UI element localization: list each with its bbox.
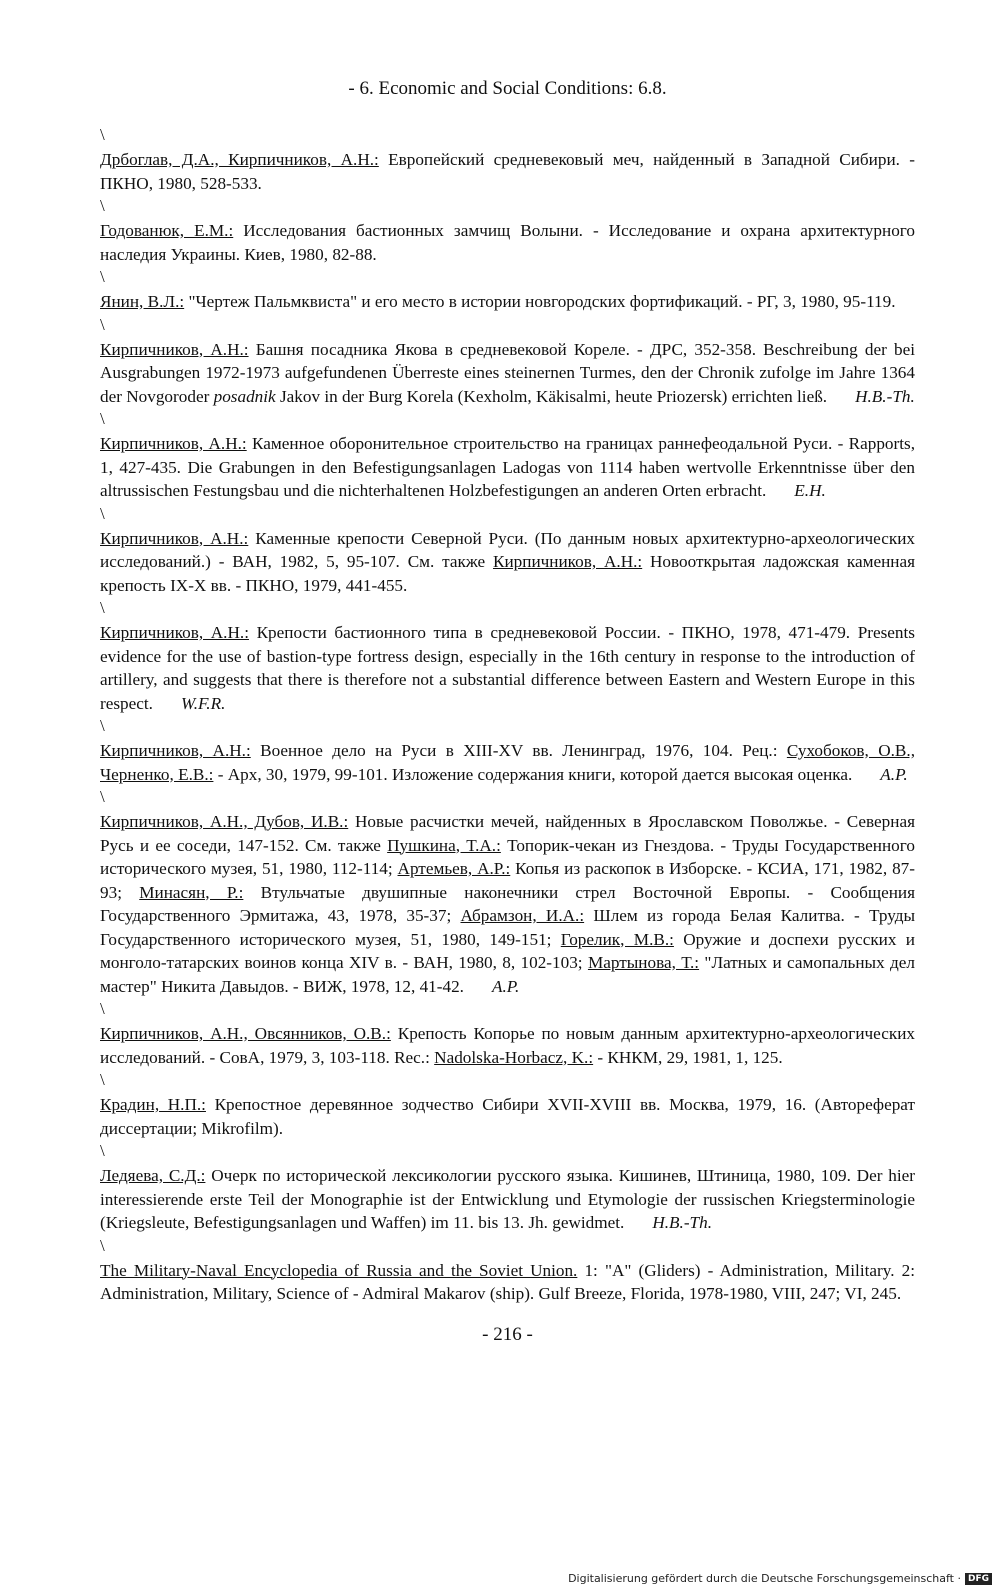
entry-author: Nadolska-Horbacz, K.: xyxy=(434,1047,594,1067)
reviewer-initials: H.B.-Th. xyxy=(855,386,915,406)
bibliography-entry xyxy=(100,1093,915,1140)
entry-author: Крадин, Н.П.: xyxy=(100,1095,206,1114)
reviewer-initials: A.P. xyxy=(880,764,908,784)
entry-text: Втульчатые двушипные наконечники стрел Восточной Европы. - Сообщения Государственного Эрмитажа, 43, 1978, 35-37; xyxy=(100,882,916,925)
entry-text: Военное дело на Руси в XIII-XV вв. Ленинград, 1976, 104. Рец.: xyxy=(250,741,787,760)
bibliography-entry xyxy=(100,338,915,409)
running-header: - 6. Economic and Social Conditions: 6.8. xyxy=(348,78,667,99)
entry-text: Крепостное деревянное зодчество Сибири XVII-XVIII вв. Москва, 1979, 16. (Автореферат диссертации; Mikrofilm). xyxy=(100,1095,915,1138)
entry-text: Новооткрытая ладожская каменная крепость IX-X вв. - ПКНО, 1979, 441-455. xyxy=(100,552,916,595)
entry-separator: \ xyxy=(100,1141,105,1160)
entry-author: Кирпичников, А.Н.: xyxy=(492,552,643,571)
entry-text: Оружие и доспехи русских и монголо-татарских воинов конца XIV в. - ВАН, 1980, 8, 102-103; xyxy=(100,929,915,972)
footer-text: Digitalisierung gefördert durch die Deutsche Forschungsgemeinschaft · xyxy=(568,1572,961,1585)
page-content xyxy=(100,78,915,1346)
entry-text: "Чертеж Пальмквиста" и его место в истории новгородских фортификаций. - РГ, 3, 1980, 95-119. xyxy=(184,292,896,311)
entry-separator: \ xyxy=(100,409,105,428)
entry-text: Очерк по исторической лексикологии русского языка. Кишинев, Штиница, 1980, 109. Der hier interessierende erste Teil der Monographie ist der Entwicklung und Etymologie der russischen Kriegsterminologie (Kriegsleute, Befestigungsanlagen und Waffen) im 11. bis 13. Jh. gewidmet. xyxy=(100,1166,915,1232)
entry-text: Крепость Копорье по новым данным архитектурно-археологических исследований. - СовА, 1979, 3, 103-118. Rec.: xyxy=(100,1024,915,1067)
entry-separator: \ xyxy=(100,1070,105,1089)
entry-text: Европейский средневековый меч, найденный в Западной Сибири. - ПКНО, 1980, 528-533. xyxy=(100,150,915,193)
bibliography-entry xyxy=(100,621,915,715)
entry-author: Кирпичников, А.Н.: xyxy=(100,434,247,453)
bibliography-entry xyxy=(100,148,915,195)
entry-text: Каменное оборонительное строительство на границах раннефеодальной Руси. - Rapports, 1, 427-435. Die Grabungen in den Befestigungsanlagen Ladogas von 1114 haben wertvolle Erkenntnisse über den altrussischen Festungsbau und die nichterhaltenen Holzbefestigungen an anderen Orten erbracht. xyxy=(100,434,915,500)
entry-author: Кирпичников, А.Н., Овсянников, О.В.: xyxy=(100,1024,391,1043)
entry-author: Кирпичников, А.Н.: xyxy=(100,528,249,548)
entry-author: Мартынова, Т.: xyxy=(587,953,700,972)
bibliography-entry xyxy=(100,810,915,998)
entry-separator: \ xyxy=(100,196,105,215)
entry-text: Новые расчистки мечей, найденных в Ярославском Поволжье. - Северная Русь и ее соседи, 147-152. См. также xyxy=(100,812,915,855)
entry-author: Кирпичников, А.Н.: xyxy=(100,741,251,760)
entry-author: Абрамзон, И.А.: xyxy=(460,906,585,925)
entry-text: Шлем из города Белая Калитва. - Труды Государственного исторического музея, 51, 1980, 149-151; xyxy=(100,906,916,949)
entry-text: Башня посадника Якова в средневековой Кореле. - ДРС, 352-358. Beschreibung der bei Ausgrabungen 1972-1973 aufgefundenen Überreste eines steinernen Turmes, den der Chronik zufolge im Jahre 1364 der Novgoroder xyxy=(100,339,915,406)
reviewer-initials: E.H. xyxy=(794,481,826,500)
bibliography-entry xyxy=(100,1164,915,1235)
entry-italic-term: posadnik xyxy=(213,386,276,406)
entry-separator: \ xyxy=(100,787,105,806)
reviewer-initials: W.F.R. xyxy=(180,693,226,713)
entry-separator: \ xyxy=(100,598,105,617)
entry-author: Дрбоглав, Д.А., Кирпичников, А.Н.: xyxy=(100,150,379,169)
entry-text: Исследования бастионных замчищ Волыни. - Исследование и охрана архитектурного наследия Украины. Киев, 1980, 82-88. xyxy=(100,221,916,264)
entry-text: Каменные крепости Северной Руси. (По данным новых архитектурно-археологических исследований.) - ВАН, 1982, 5, 95-107. См. также xyxy=(100,528,916,571)
entry-separator: \ xyxy=(100,1235,105,1255)
bibliography-list xyxy=(100,124,915,1306)
entry-text: Крепости бастионного типа в средневековой России. - ПКНО, 1978, 471-479. Presents evidence for the use of bastion-type fortress design, especially in the 16th century in response to the introduction of artillery, and suggests that there is therefore not a substantial difference between Eastern and Western Europe in this respect. xyxy=(100,623,915,713)
entry-text: Топорик-чекан из Гнездова. - Труды Государственного исторического музея, 51, 1980, 112-114; xyxy=(100,835,915,878)
bibliography-entry xyxy=(100,1022,915,1069)
bibliography-entry xyxy=(100,432,915,503)
entry-text: - КНКМ, 29, 1981, 1, 125. xyxy=(593,1047,783,1067)
entry-separator: \ xyxy=(100,999,105,1018)
entry-author: Кирпичников, А.Н.: xyxy=(100,339,249,359)
entry-text: 1: "A" (Gliders) - Administration, Military. 2: Administration, Military, Science of - Admiral Makarov (ship). Gulf Breeze, Florida, 1978-1980, VIII, 247; VI, 245. xyxy=(100,1260,915,1303)
entry-text: Jakov in der Burg Korela (Kexholm, Käkisalmi, heute Priozersk) errichten ließ. xyxy=(275,386,828,406)
entry-separator: \ xyxy=(100,125,105,144)
entry-author: Сухобоков, О.В., Черненко, Е.В.: xyxy=(100,741,915,784)
entry-separator: \ xyxy=(100,503,105,523)
entry-author: The Military-Naval Encyclopedia of Russia and the Soviet Union. xyxy=(100,1260,578,1280)
reviewer-initials: H.B.-Th. xyxy=(652,1213,713,1232)
entry-author: Кирпичников, А.Н., Дубов, И.В.: xyxy=(100,812,349,831)
entry-text: Копья из раскопок в Изборске. - КСИА, 171, 1982, 87-93; xyxy=(100,859,915,902)
entry-author: Ледяева, С.Д.: xyxy=(100,1166,206,1185)
bibliography-entry xyxy=(100,219,915,266)
entry-author: Минасян, Р.: xyxy=(139,882,244,902)
entry-separator: \ xyxy=(100,716,105,735)
entry-text: - Арх, 30, 1979, 99-101. Изложение содержания книги, которой дается высокая оценка. xyxy=(213,764,853,784)
entry-author: Годованюк, Е.М.: xyxy=(100,221,234,240)
bibliography-entry xyxy=(100,1259,915,1306)
entry-author: Горелик, М.В.: xyxy=(560,929,674,949)
entry-author: Артемьев, А.Р.: xyxy=(397,859,511,878)
dfg-logo: DFG xyxy=(965,1573,992,1585)
entry-author: Кирпичников, А.Н.: xyxy=(100,623,249,642)
bibliography-entry xyxy=(100,290,915,314)
reviewer-initials: A.P. xyxy=(491,976,520,996)
bibliography-entry xyxy=(100,527,915,598)
entry-author: Янин, В.Л.: xyxy=(100,292,185,311)
page-number: - 216 - xyxy=(482,1323,533,1345)
bibliography-entry xyxy=(100,739,915,786)
entry-separator: \ xyxy=(100,267,105,286)
entry-separator: \ xyxy=(100,314,105,334)
digitization-footer xyxy=(568,1572,992,1585)
entry-text: "Латных и самопальных дел мастер" Никита Давыдов. - ВИЖ, 1978, 12, 41-42. xyxy=(100,953,915,996)
entry-author: Пушкина, Т.А.: xyxy=(387,835,501,855)
